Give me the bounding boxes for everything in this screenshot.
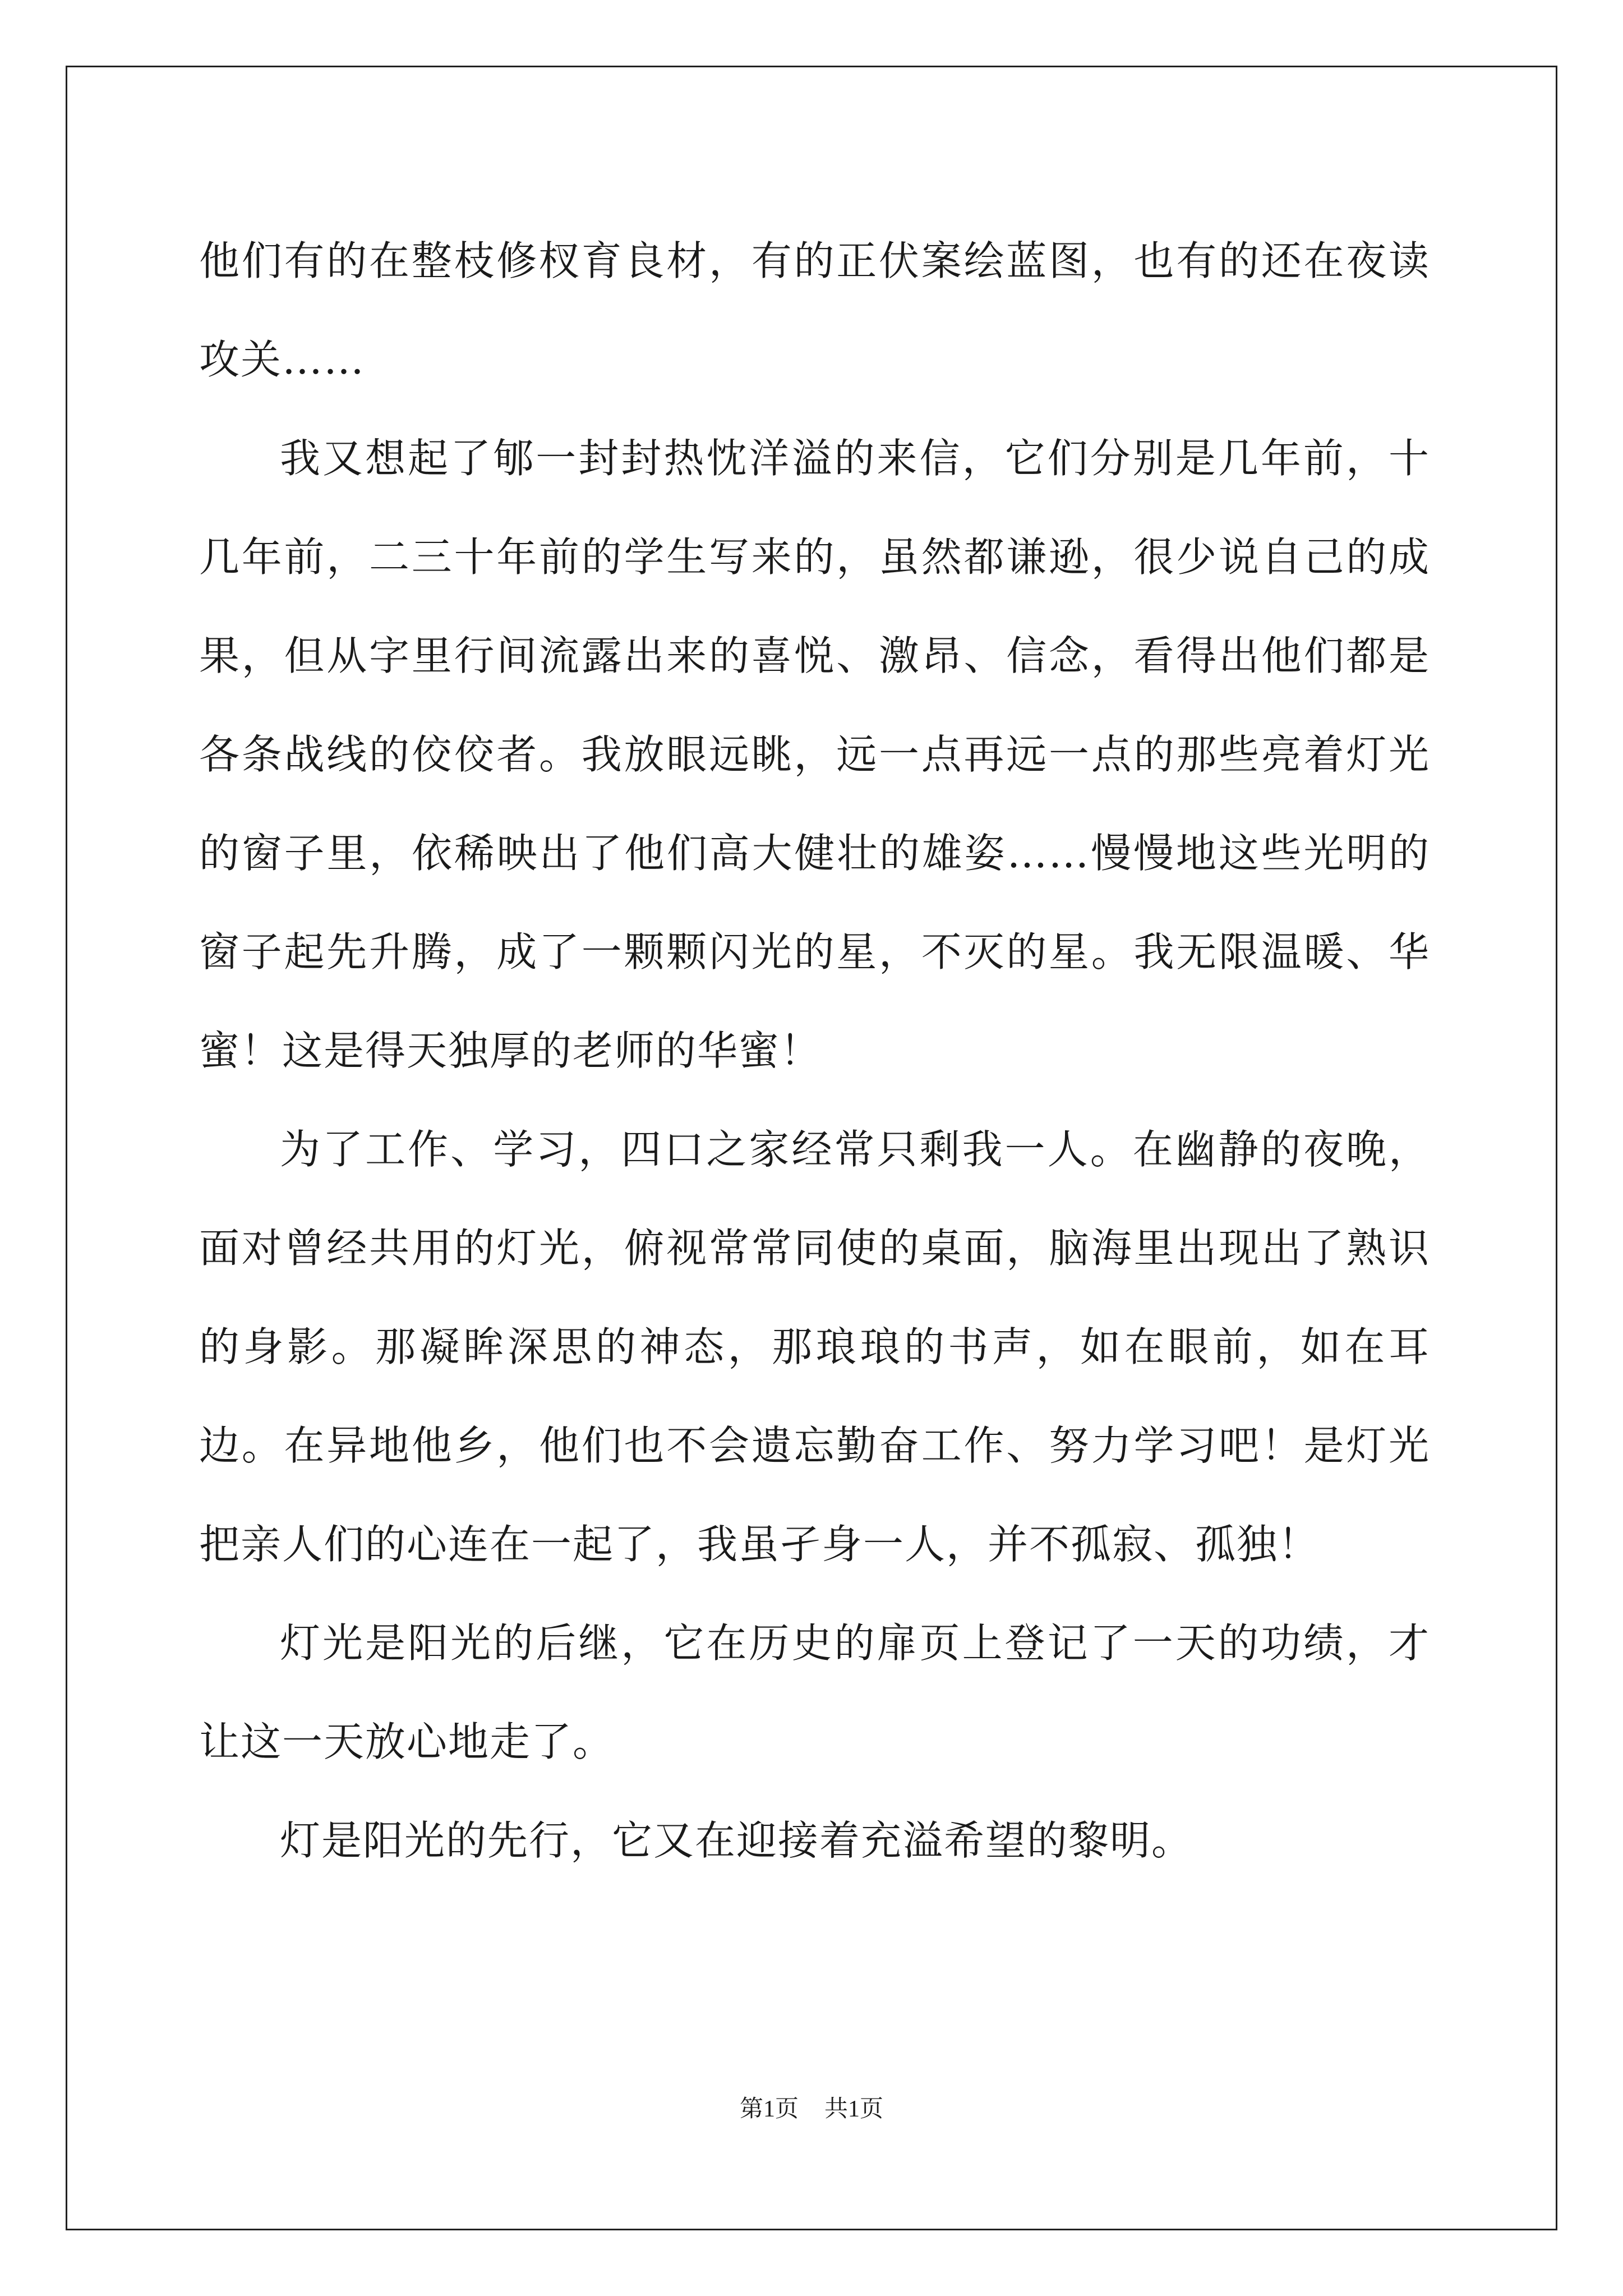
document-body <box>199 211 1430 1890</box>
paragraph-3: 为了工作、学习，四口之家经常只剩我一人。在幽静的夜晚，面对曾经共用的灯光，俯视常常同使的桌面，脑海里出现出了熟识的身影。那凝眸深思的神态，那琅琅的书声，如在眼前，如在耳边。在异地他乡，他们也不会遗忘勤奋工作、努力学习吧！是灯光把亲人们的心连在一起了，我虽孑身一人，并不孤寂、孤独！ <box>199 1126 1430 1568</box>
page-number-total: 共1页 <box>824 2096 884 2122</box>
paragraph-4: 灯光是阳光的后继，它在历史的扉页上登记了一天的功绩，才让这一天放心地走了。 <box>199 1619 1430 1765</box>
page-footer <box>0 2095 1623 2123</box>
paragraph-5: 灯是阳光的先行，它又在迎接着充溢希望的黎明。 <box>280 1817 1193 1864</box>
paragraph-1: 他们有的在整枝修杈育良材，有的正伏案绘蓝图，也有的还在夜读攻关…… <box>199 237 1430 383</box>
page-number-current: 第1页 <box>739 2096 799 2122</box>
paragraph-2: 我又想起了郇一封封热忱洋溢的来信，它们分别是几年前，十几年前，二三十年前的学生写来的，虽然都谦逊，很少说自己的成果，但从字里行间流露出来的喜悦、激昂、信念，看得出他们都是各条战线的佼佼者。我放眼远眺，远一点再远一点的那些亮着灯光的窗子里，依稀映出了他们高大健壮的雄姿……慢慢地这些光明的窗子起先升腾，成了一颗颗闪光的星，不灭的星。我无限温暖、华蜜！这是得天独厚的老师的华蜜！ <box>199 435 1430 1074</box>
